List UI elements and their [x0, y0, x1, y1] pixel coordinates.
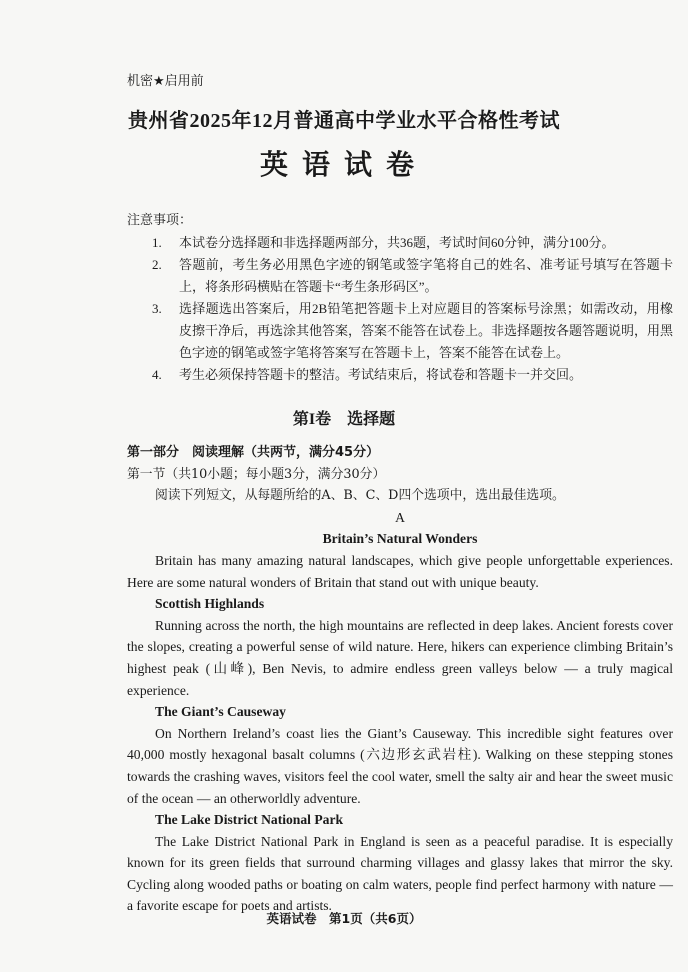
exam-title: 贵州省2025年12月普通高中学业水平合格性考试: [128, 110, 560, 132]
volume-heading: 第I卷 选择题: [292, 411, 396, 428]
passage-intro: Britain has many amazing natural landscapes, which give people unforgettable experiences. Here are some natural wonders of Britain that stand out with unique beauty.: [127, 552, 673, 590]
note-text: 答题前，考生务必用黑色字迹的钢笔或签字笔将自己的姓名、准考证号填写在答题卡上，将条形码横贴在答题卡“考生条形码区”。: [179, 257, 673, 294]
confidential-label: 机密★启用前: [127, 74, 204, 89]
subsection-text: On Northern Ireland’s coast lies the Giant’s Causeway. This incredible sight features over 40,000 mostly hexagonal basalt columns (六边形玄武岩柱). Walking on these stepping stones towards the crashing waves, visitors feel the cool water, smell the salty air and hear the sweet music of the ocean — an otherworldly adventure.: [127, 725, 673, 806]
page-footer: 英语试卷 第1页（共6页）: [266, 911, 422, 926]
notes-heading: 注意事项：: [127, 213, 193, 228]
section-heading: 第一节（共10小题；每小题3分，满分30分）: [127, 466, 386, 482]
note-number: 1.: [152, 235, 162, 250]
part-heading: 第一部分 阅读理解（共两节，满分45分）: [127, 445, 380, 460]
notes-section: [127, 210, 673, 386]
subsection-text: The Lake District National Park in England is seen as a peaceful paradise. It is especially known for its green fields that surround charming villages and glassy lakes that mirror the sky. Cycling along wooded paths or boating on calm waters, people find perfect harmony with nature — a favorite escape for poets and artists.: [127, 833, 673, 914]
note-text: 选择题选出答案后，用2B铅笔把答题卡上对应题目的答案标号涂黑；如需改动，用橡皮擦干净后，再选涂其他答案，答案不能答在试卷上。非选择题按各题答题说明，用黑色字迹的钢笔或签字笔将答案写在答题卡上，答案不能答在试卷上。: [179, 301, 674, 360]
note-item: [127, 298, 673, 364]
subject-title: 英语试卷: [259, 150, 428, 181]
note-number: 4.: [152, 367, 162, 382]
note-item: [127, 232, 673, 254]
subsection-heading: The Lake District National Park: [155, 812, 344, 828]
subsection-heading: The Giant’s Causeway: [155, 704, 286, 720]
note-text: 考生必须保持答题卡的整洁。考试结束后，将试卷和答题卡一并交回。: [179, 367, 583, 382]
note-text: 本试卷分选择题和非选择题两部分，共36题，考试时间60分钟，满分100分。: [179, 235, 615, 250]
passage-label: A: [395, 509, 405, 525]
subsection-text: Running across the north, the high mountains are reflected in deep lakes. Ancient forests cover the slopes, creating a powerful sense of wild nature. Here, hikers can experience climbing Britain’s highest peak (山峰), Ben Nevis, to admire endless green valleys below — a truly magical experience.: [127, 617, 673, 698]
subsection-heading: Scottish Highlands: [155, 596, 265, 612]
note-item: [127, 254, 673, 298]
instruction: 阅读下列短文，从每题所给的A、B、C、D四个选项中，选出最佳选项。: [155, 488, 565, 504]
reading-section: [127, 442, 673, 917]
note-number: 3.: [152, 301, 162, 316]
note-number: 2.: [152, 257, 162, 272]
passage-title: Britain’s Natural Wonders: [322, 531, 478, 547]
note-item: [127, 364, 673, 386]
